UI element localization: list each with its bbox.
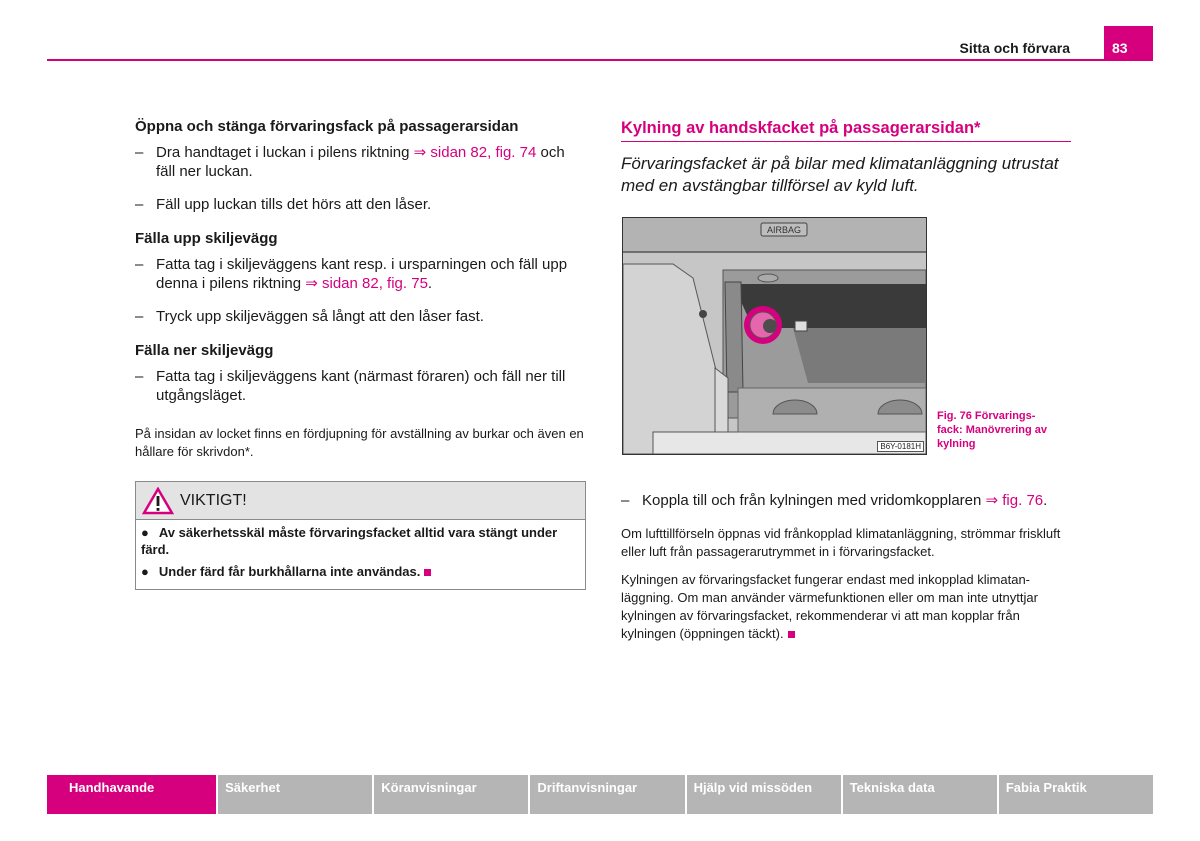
lead-paragraph: Förvaringsfacket är på bilar med klimatanläggning utrustat med en avstängbar tillförsel av kyld luft. bbox=[621, 154, 1059, 195]
warning-title: VIKTIGT! bbox=[180, 491, 247, 509]
tab-handhavande[interactable]: Handhavande bbox=[47, 775, 216, 814]
tab-koranvisningar[interactable]: Köranvisningar bbox=[374, 775, 528, 814]
warning-body bbox=[136, 520, 585, 589]
bullet-dot: ● bbox=[141, 564, 149, 579]
warning-triangle-icon bbox=[142, 487, 174, 515]
left-column bbox=[135, 118, 585, 590]
subheading-open-close: Öppna och stänga förvaringsfack på passagerarsidan bbox=[135, 118, 519, 135]
tab-fabia-praktik[interactable]: Fabia Praktik bbox=[999, 775, 1153, 814]
page-number: 83 bbox=[1104, 26, 1153, 61]
list-item-text: Dra handtaget i luckan i pilens riktning ⇒ sidan 82, fig. 74 och fäll ner luckan. bbox=[156, 144, 565, 180]
list-item bbox=[135, 255, 585, 293]
tab-tekniska-data[interactable]: Tekniska data bbox=[843, 775, 997, 814]
dash-bullet: – bbox=[135, 144, 144, 161]
figure-caption: Fig. 76 Förvarings- fack: Manövrering av kylning bbox=[937, 410, 1048, 450]
list-item-text: Fäll upp luckan tills det hörs att den låser. bbox=[156, 196, 432, 213]
dash-bullet: – bbox=[621, 492, 630, 509]
list-item bbox=[135, 143, 585, 181]
list-item bbox=[135, 307, 585, 326]
body-paragraph: Kylningen av förvaringsfacket fungerar endast med inkopplad klimatan-läggning. Om man använder värmefunktionen eller om man inte utnyttjar kylningen av förvaringsfacket, rekommenderar vi att man kopplar från kylningen (öppningen täckt). bbox=[621, 572, 1038, 641]
figure bbox=[621, 217, 1071, 461]
figure-id-label: B6Y-0181H bbox=[877, 441, 924, 452]
bullet-dot: ● bbox=[141, 525, 149, 540]
header-rule bbox=[47, 59, 1153, 61]
glovebox-illustration bbox=[623, 218, 926, 454]
note-paragraph: På insidan av locket finns en fördjupning för avställning av burkar och även en hållare för skrivdon*. bbox=[135, 426, 584, 459]
section-title: Sitta och förvara bbox=[959, 40, 1070, 56]
dash-bullet: – bbox=[135, 256, 144, 273]
body-paragraph: Om lufttillförseln öppnas vid frånkopplad klimatanläggning, strömmar friskluft eller luft från passagerarutrymmet in i förvaringsfacket. bbox=[621, 526, 1061, 559]
airbag-label: AIRBAG bbox=[766, 225, 802, 235]
warning-bullet: ● Av säkerhetsskäl måste förvaringsfacket alltid vara stängt under färd. bbox=[141, 525, 558, 557]
figure-image bbox=[622, 217, 927, 455]
warning-bullet: ● Under färd får burkhållarna inte användas. bbox=[141, 563, 580, 580]
right-column bbox=[621, 118, 1071, 653]
section-end-marker bbox=[788, 631, 795, 638]
subheading-partition-up: Fälla upp skiljevägg bbox=[135, 230, 278, 247]
dash-bullet: – bbox=[135, 308, 144, 325]
dash-bullet: – bbox=[135, 196, 144, 213]
list-item-text: Fatta tag i skiljeväggens kant (närmast föraren) och fäll ner till utgångsläget. bbox=[156, 368, 566, 404]
list-item bbox=[621, 491, 1071, 510]
list-item-text: Koppla till och från kylningen med vridomkopplaren ⇒ fig. 76. bbox=[642, 492, 1048, 509]
tab-hjalp-vid-missoden[interactable]: Hjälp vid missöden bbox=[687, 775, 841, 814]
section-end-marker bbox=[424, 569, 431, 576]
cross-reference-link[interactable]: ⇒ fig. 76 bbox=[985, 492, 1044, 509]
footer-nav bbox=[47, 775, 1153, 814]
list-item-text: Fatta tag i skiljeväggens kant resp. i ursparningen och fäll upp denna i pilens riktning ⇒ sidan 82, fig. 75. bbox=[156, 256, 568, 292]
list-item bbox=[135, 195, 585, 214]
section-heading: Kylning av handskfacket på passagerarsidan* bbox=[621, 119, 1071, 142]
dash-bullet: – bbox=[135, 368, 144, 385]
warning-header bbox=[136, 482, 585, 520]
tab-driftanvisningar[interactable]: Driftanvisningar bbox=[530, 775, 684, 814]
warning-box bbox=[135, 481, 586, 590]
cross-reference-link[interactable]: ⇒ sidan 82, fig. 74 bbox=[413, 144, 537, 161]
list-item bbox=[135, 367, 585, 405]
subheading-partition-down: Fälla ner skiljevägg bbox=[135, 342, 274, 359]
tab-sakerhet[interactable]: Säkerhet bbox=[218, 775, 372, 814]
list-item-text: Tryck upp skiljeväggen så långt att den låser fast. bbox=[156, 308, 484, 325]
cross-reference-link[interactable]: ⇒ sidan 82, fig. 75 bbox=[305, 275, 428, 292]
